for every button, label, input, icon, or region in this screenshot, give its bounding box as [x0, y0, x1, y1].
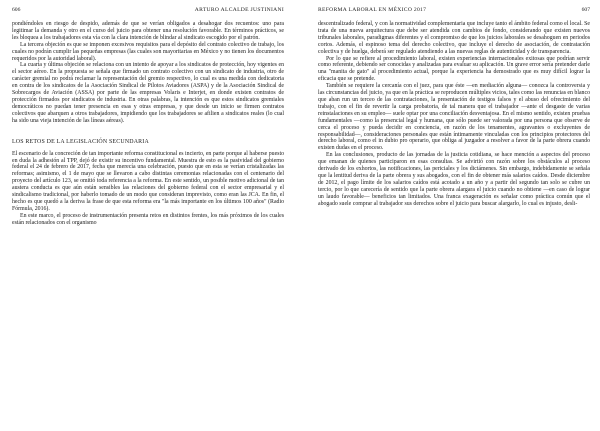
paragraph: La cuarta y última objeción se relaciona con un intento de apoyar a los sindicatos de protección, hoy vigentes en el sector aéreo. En la propuesta se señala que firmado un contrato colectivo con un sindicato de industria, otro de carácter gremial no podrá reclamar la representación del gremio respectivo, lo cual es una medida con dedicatoria en contra de los sindicatos de la Asociación Sindical de Pilotos Aviadores (ASPA) y de la Asociación Sindical de Sobrecargos de Aviación (ASSA) por parte de las empresas Volaris e Interjet, en donde existen contratos de protección firmados por sindicatos de industria. En otras palabras, la intención es que estos sindicatos gremiales democráticos no puedan tener presencia en esas y otras empresas, y que desde un inicio se firmen contratos colectivos que abarquen a otros trabajadores, impidiendo que los trabajadores se afilien a sindicatos reales (lo cual ha sido una vieja intención de las líneas aéreas).: [12, 62, 284, 124]
right-page: [300, 0, 600, 431]
right-page-header: [318, 7, 590, 13]
right-page-body: [318, 21, 590, 207]
section-title: LOS RETOS DE LA LEGISLACIÓN SECUNDARIA: [12, 138, 149, 145]
paragraph: En las conclusiones, producto de las jornadas de la justicia cotidiana, se hace mención a aspectos del proceso que emanan de quienes participaron en esas consultas. Se advirtió con razón sobre los obstáculos al proceso derivado de los exhortos, las notificaciones, las periciales y los dictámenes. Sin embargo, indebidamente se señala que la lentitud deriva de la parte obrera y sus abogados, con el fin de obtener más salarios caídos. Desde diciembre de 2012, el pago límite de los salarios caídos está acotado a un año y a partir del segundo tan solo se cubre un tercio, por lo que carecería de sentido que la parte obrera alargara el juicio cuando no obtiene —en caso de lograr un laudo favorable— beneficios tan limitados. Una franca exageración es señalar como práctica común que el abogado suele comprar al trabajador sus derechos sobre el juicio para buscar alargarlo, lo cual es injusto, desli-: [318, 152, 590, 207]
right-running-head: REFORMA LABORAL EN MÉXICO 2017: [318, 7, 427, 13]
paragraph: La tercera objeción es que se imponen excesivos requisitos para el depósito del contrato colectivo de trabajo, los cuales no podrán cumplir las pequeñas empresas (las cuales son mayoritarias en México y no tienen los documentos requeridos por la autoridad laboral).: [12, 41, 284, 62]
paragraph: descentralizado federal, y con la normatividad complementaria que incluye tanto el ámbito federal como el local. Se trata de una nueva arquitectura que debe ser atendida con cambios de fondo, considerando que existen nuevos tribunales laborales, paradigmas diferentes y el compromiso de que los juicios laborales se desahoguen en periodos cortos. Además, el espinoso tema del derecho colectivo, que incluye el derecho de asociación, de contratación colectiva y de huelga, deberá ser regulado atendiendo a las nuevas reglas de autenticidad y de transparencia.: [318, 21, 590, 55]
paragraph: En este marco, el proceso de instrumentación presenta retos en distintos frentes, los más próximos de los cuales están relacionados con el organismo: [12, 212, 284, 226]
right-page-number: 607: [581, 7, 590, 13]
left-page-number: 606: [12, 7, 21, 13]
left-running-head: ARTURO ALCALDE JUSTINIANI: [194, 7, 284, 13]
paragraph: pondiéndoles en riesgo de despido, además de que se verían obligados a desahogar dos recuentos: uno para legitimar la demanda y otro en el curso del juicio para obtener una resolución favorable. En términos prácticos, se les bloquea a los trabajadores esta vía con la clara intención de blindar al sindicato escogido por el patrón.: [12, 21, 284, 41]
left-page-header: [12, 7, 284, 13]
left-page-body: [12, 21, 284, 227]
paragraph: También se requiere la cercanía con el juez, para que éste —en mediación alguna— conozca la controversia y las circunstancias del juicio, ya que en la práctica se reproducen múltiples vicios, tales como las renuncias en blanco que aban run un terceo de las contrataciones, la presentación de testigos falsos y el abuso del ofrecimiento del trabajo, con el fin de revertir la carga probatoria, de tal manera que el trabajador —ante el desgaste de varias reinstalaciones en su empleo— suele optar por una conciliación desventajosa. En el mismo sentido, existen pruebas fundamentales —como la presencial legal y humana, que sólo puede ser valorada por una persona que observe de cerca el proceso y pueda decidir en conciencia, en razón de los tenamentes, agravantes o excluyentes de responsabilidad—, consideraciones personales que están íntimamente vinculadas con los principios protectores del derecho laboral, como el in dubio pro operario, que obliga al juzgador a resolver a favor de la parte obrera cuando existen dudas en el proceso.: [318, 83, 590, 152]
paragraph: Por lo que se refiere al procedimiento laboral, existen experiencias internacionales exitosas que podrían servir como referente, debiendo ser conocidas y analizadas para evaluar su aplicación. Un grave error sería pretender darle una "manita de gato" al procedimiento actual, porque la experiencia ha demostrado que es muy difícil lograr la eficacia que se pretende.: [318, 55, 590, 83]
paragraph: El escenario de la concreción de tan importante reforma constitucional es incierto, en parte porque al haberse puesto en duda la adhesión al TPP, dejó de existir su incentivo fundamental. Muestra de esto es la pasividad del gobierno federal el 24 de febrero de 2017, fecha que merecía una celebración, puesto que en esta se verían cristalizadas las reformas; asimismo, el 1 de mayo que se llevaron a cabo distintas ceremonias relacionadas con el centenario del proyecto del artículo 123, se omitió toda referencia a la reforma. En este sentido, un posible motivo adicional de tan austera conducta es que aún están sensibles las relaciones del gobierno federal con el sector empresarial y el sindicalismo tradicional, por haberlo tomado de un modo que consideran imprevisto, como eran las JCA. En fin, el hecho es que quedó a la deriva la frase de que esta reforma era "la más importante en los últimos 100 años" (Radio Fórmula, 2016).: [12, 150, 284, 212]
